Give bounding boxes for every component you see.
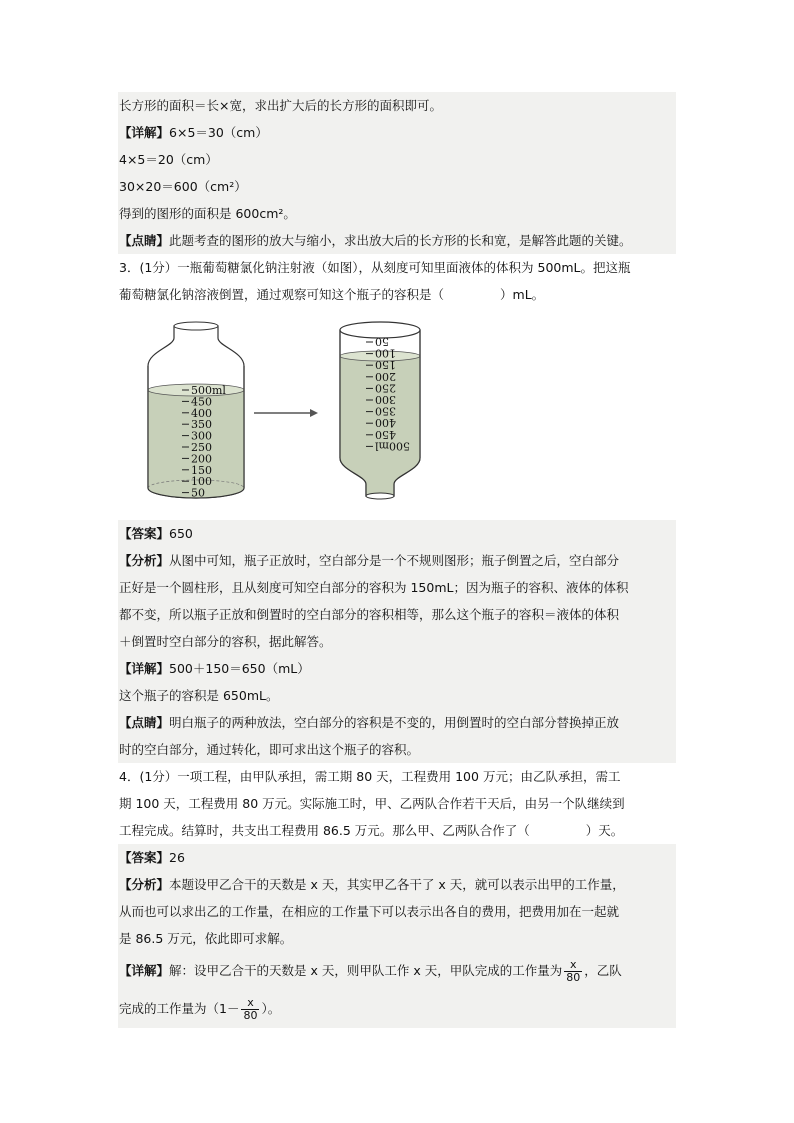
line-text: 长方形的面积＝长×宽，求出扩大后的长方形的面积即可。 xyxy=(119,98,442,113)
scale-label: 100 xyxy=(375,346,396,360)
text-line xyxy=(118,925,676,952)
scale-label: 300 xyxy=(375,393,396,406)
line-tag: 【点睛】 xyxy=(119,233,170,248)
text-line xyxy=(118,227,676,254)
scale-label: 450 xyxy=(191,395,212,409)
question-4-line-2 xyxy=(118,790,676,817)
scale-label: 250 xyxy=(191,441,212,454)
line-text: 500＋150＝650（mL） xyxy=(169,661,310,676)
detail-text: ）。 xyxy=(261,1001,281,1016)
scale-label: 200 xyxy=(191,452,212,466)
fraction-numerator: x xyxy=(564,959,582,972)
scale-label: 450 xyxy=(375,427,396,441)
text-line xyxy=(118,520,676,547)
scale-label: 400 xyxy=(375,416,396,430)
line-text: 此题考查的图形的放大与缩小，求出放大后的长方形的长和宽，是解答此题的关键。 xyxy=(169,233,632,248)
text-line xyxy=(118,601,676,628)
question-4-text: 期 100 天，工程费用 80 万元。实际施工时，甲、乙两队合作若干天后，由另一个队继续到 xyxy=(119,796,625,811)
detail-text: 解：设甲乙合干的天数是 x 天，则甲队工作 x 天，甲队完成的工作量为 xyxy=(169,963,563,978)
scale-label: 300 xyxy=(191,429,212,443)
arrow xyxy=(254,409,318,417)
line-tag: 【分析】 xyxy=(119,553,170,568)
line-tag: 【分析】 xyxy=(119,877,170,892)
line-text: 4×5＝20（cm） xyxy=(119,152,218,167)
line-text: 这个瓶子的容积是 650mL。 xyxy=(119,688,279,703)
question-3-text: 葡萄糖氯化钠溶液倒置，通过观察可知这个瓶子的容积是（ xyxy=(119,287,445,302)
question-4-line-1 xyxy=(118,763,676,790)
line-text: 正好是一个圆柱形，且从刻度可知空白部分的容积为 150mL；因为瓶子的容积、液体的体积 xyxy=(119,580,629,595)
line-text: 26 xyxy=(169,850,185,865)
scale-label: 500ml xyxy=(375,439,410,453)
line-tag: 【答案】 xyxy=(119,526,170,541)
text-line xyxy=(118,92,676,119)
line-text: 从图中可知，瓶子正放时，空白部分是一个不规则图形；瓶子倒置之后，空白部分 xyxy=(169,553,620,568)
text-line xyxy=(118,146,676,173)
text-line xyxy=(118,200,676,227)
text-line xyxy=(118,709,676,736)
line-tag: 【详解】 xyxy=(119,661,170,676)
text-line xyxy=(118,173,676,200)
question-3-line-1 xyxy=(118,254,676,281)
text-line xyxy=(118,844,676,871)
fraction xyxy=(241,997,259,1022)
detail-tag: 【详解】 xyxy=(119,963,170,978)
line-text: 得到的图形的面积是 600cm²。 xyxy=(119,206,296,221)
detail-text: 完成的工作量为（1－ xyxy=(119,1001,240,1016)
question-4-text: 4．(1分）一项工程，由甲队承担，需工期 80 天，工程费用 100 万元；由乙队承担，需工 xyxy=(119,769,621,784)
text-line xyxy=(118,119,676,146)
line-tag: 【详解】 xyxy=(119,125,170,140)
line-text: 30×20＝600（cm²） xyxy=(119,179,247,194)
scale-label: 500ml xyxy=(191,384,226,397)
scale-label: 50 xyxy=(375,335,389,348)
bottle-diagram xyxy=(118,308,498,520)
scale-label: 50 xyxy=(191,486,205,500)
line-text: 明白瓶子的两种放法，空白部分的容积是不变的，用倒置时的空白部分替换掉正放 xyxy=(169,715,620,730)
text-line xyxy=(118,655,676,682)
text-line xyxy=(118,871,676,898)
question-3-text: 3．(1分）一瓶葡萄糖氯化钠注射液（如图），从刻度可知里面液体的体积为 500mL。把这瓶 xyxy=(119,260,631,275)
detail-text: ，乙队 xyxy=(584,963,622,978)
question-4-text-end: ）天。 xyxy=(585,823,624,838)
document-page xyxy=(118,92,676,1028)
line-text: 本题设甲乙合干的天数是 x 天，其实甲乙各干了 x 天，就可以表示出甲的工作量， xyxy=(169,877,625,892)
line-tag: 【答案】 xyxy=(119,850,170,865)
scale-label: 200 xyxy=(375,369,396,383)
fraction-denominator: 80 xyxy=(566,971,581,984)
scale-label: 350 xyxy=(191,418,212,432)
fraction xyxy=(564,959,582,984)
scale-label: 150 xyxy=(191,463,212,477)
scale-label: 350 xyxy=(375,404,396,418)
text-line xyxy=(118,682,676,709)
line-text: 650 xyxy=(169,526,193,541)
question-3-line-2 xyxy=(118,281,676,308)
text-line xyxy=(118,628,676,655)
line-text: 是 86.5 万元，依此即可求解。 xyxy=(119,931,293,946)
line-tag: 【点睛】 xyxy=(119,715,170,730)
text-line xyxy=(118,736,676,763)
line-text: 时的空白部分，通过转化，即可求出这个瓶子的容积。 xyxy=(119,742,420,757)
fraction-denominator: 80 xyxy=(243,1009,258,1022)
bottle-figure xyxy=(118,308,676,520)
detail-line-1 xyxy=(118,952,676,990)
line-text: 都不变，所以瓶子正放和倒置时的空白部分的容积相等，那么这个瓶子的容积＝液体的体积 xyxy=(119,607,620,622)
scale-label: 250 xyxy=(375,381,396,395)
line-text: 从而也可以求出乙的工作量，在相应的工作量下可以表示出各自的费用，把费用加在一起就 xyxy=(119,904,620,919)
scale-label: 100 xyxy=(191,475,212,489)
line-text: 6×5＝30（cm） xyxy=(169,125,268,140)
fraction-numerator: x xyxy=(241,997,259,1010)
question-4-line-3 xyxy=(118,817,676,844)
question-4-text: 工程完成。结算时，共支出工程费用 86.5 万元。那么甲、乙两队合作了（ xyxy=(119,823,530,838)
line-text: ＋倒置时空白部分的容积，据此解答。 xyxy=(119,634,332,649)
scale-label: 400 xyxy=(191,406,212,420)
text-line xyxy=(118,574,676,601)
question-3-text-end: ）mL。 xyxy=(500,287,545,302)
text-line xyxy=(118,898,676,925)
scale-label: 150 xyxy=(375,358,396,372)
detail-line-2 xyxy=(118,990,676,1028)
text-line xyxy=(118,547,676,574)
